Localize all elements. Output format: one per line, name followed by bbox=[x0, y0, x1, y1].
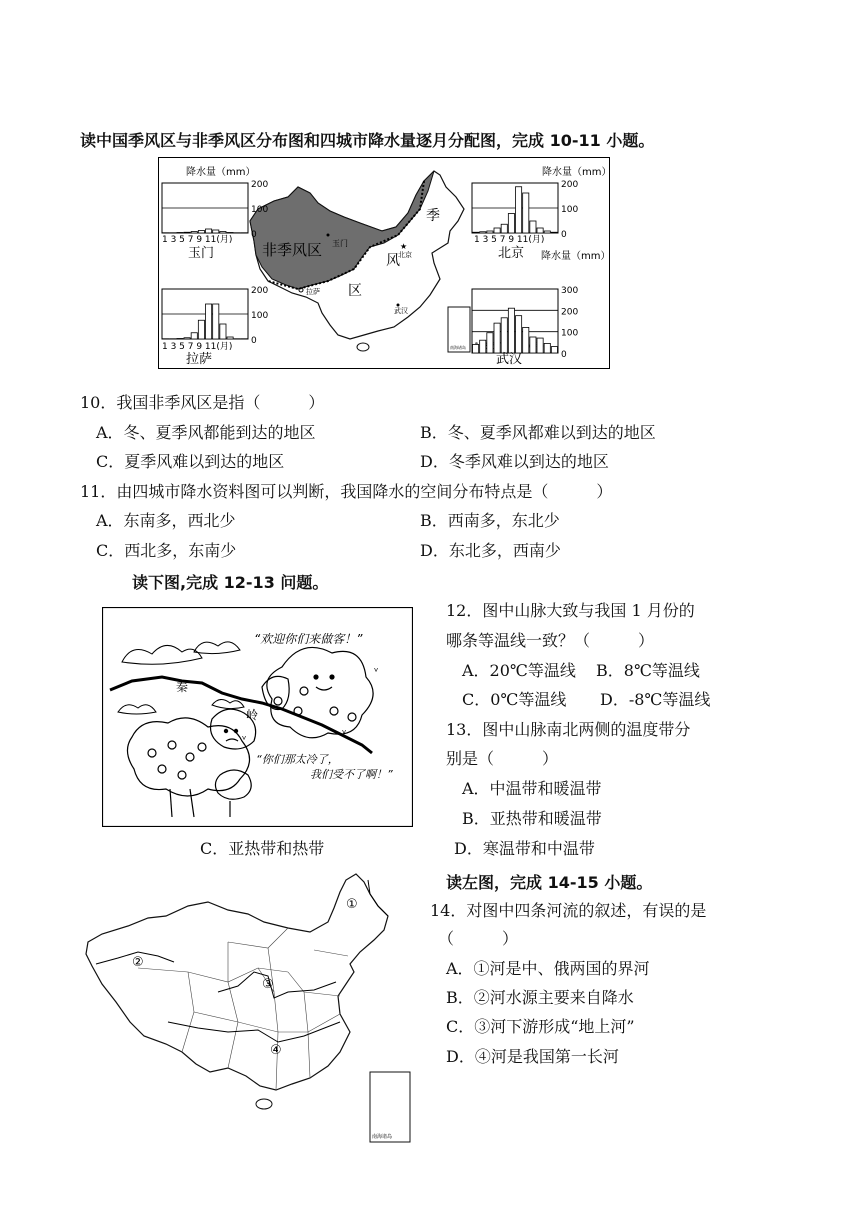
river-label-4: ④ bbox=[270, 1043, 282, 1058]
chart-bar-yumen bbox=[220, 232, 226, 234]
chart-bar-wuhan bbox=[480, 340, 486, 353]
chart-ytick-wuhan: 300 bbox=[561, 286, 579, 296]
section3-intro: 读左图，完成 14-15 小题。 bbox=[446, 873, 653, 892]
q14-stem-line1: 14．对图中四条河流的叙述，有误的是 bbox=[430, 901, 707, 920]
chart-bar-yumen bbox=[213, 230, 219, 233]
chart-bar-wuhan bbox=[487, 333, 493, 353]
section2-intro: 读下图,完成 12-13 问题。 bbox=[132, 573, 329, 592]
chart-ytick-yumen: 200 bbox=[251, 180, 269, 190]
chart-title-yumen: 玉门 bbox=[188, 246, 215, 261]
chart-ylabel-wuhan: 降水量（mm） bbox=[541, 251, 610, 262]
q11-option-b[interactable]: B．西南多，东北少 bbox=[420, 511, 560, 530]
q10-option-b[interactable]: B．冬、夏季风都难以到达的地区 bbox=[420, 423, 656, 442]
q14-option-c[interactable]: C．③河下游形成“地上河” bbox=[446, 1017, 635, 1036]
q13-option-d[interactable]: D．寒温带和中温带 bbox=[454, 839, 595, 858]
monsoon-char-2: 风 bbox=[386, 253, 400, 269]
chart-bar-wuhan bbox=[523, 327, 529, 353]
speech-cold-2: 我们受不了啊！” bbox=[310, 768, 393, 781]
chart-bar-lasa bbox=[177, 339, 183, 340]
q13-option-b[interactable]: B．亚热带和暖温带 bbox=[462, 809, 602, 828]
chart-ytick-lasa: 100 bbox=[251, 311, 269, 321]
chart-bar-wuhan bbox=[494, 323, 500, 353]
q13-stem-line2: 别是（ ） bbox=[446, 749, 559, 768]
q13-stem-line1: 13．图中山脉南北两侧的温度带分 bbox=[446, 720, 691, 739]
svg-text:ᵛ: ᵛ bbox=[374, 665, 379, 678]
q10-stem: 10．我国非季风区是指（ ） bbox=[80, 393, 325, 412]
nonmonsoon-label: 非季风区 bbox=[262, 241, 323, 259]
chart-ytick-lasa: 200 bbox=[251, 286, 269, 296]
q12-option-c[interactable]: C．0℃等温线 bbox=[462, 690, 567, 709]
river-label-1: ① bbox=[346, 897, 358, 912]
rivers-map bbox=[78, 872, 426, 1148]
label-qin: 秦 bbox=[176, 680, 189, 694]
q12-option-a[interactable]: A．20℃等温线 bbox=[462, 661, 576, 680]
chart-bar-yumen bbox=[206, 229, 212, 233]
chart-bar-beijing bbox=[473, 232, 479, 233]
speech-welcome: “欢迎你们来做客！” bbox=[254, 632, 363, 646]
chart-bar-wuhan bbox=[530, 337, 536, 353]
svg-text:ᵛ: ᵛ bbox=[242, 733, 247, 746]
chart-bar-lasa bbox=[198, 320, 204, 339]
chart-bar-lasa bbox=[191, 333, 197, 339]
chart-title-wuhan: 武汉 bbox=[496, 352, 523, 367]
q14-option-a[interactable]: A．①河是中、俄两国的界河 bbox=[446, 959, 650, 978]
chart-bar-wuhan bbox=[544, 343, 550, 353]
city-yumen: 玉门 bbox=[332, 239, 348, 248]
q10-option-d[interactable]: D．冬季风难以到达的地区 bbox=[420, 452, 609, 471]
city-beijing: 北京 bbox=[398, 251, 412, 259]
chart-bar-wuhan bbox=[501, 318, 507, 353]
chart-bar-yumen bbox=[191, 232, 197, 234]
monsoon-char-3: 区 bbox=[348, 283, 362, 299]
chart-bar-lasa bbox=[213, 304, 219, 339]
chart-ytick-yumen: 100 bbox=[251, 205, 269, 215]
chart-title-beijing: 北京 bbox=[498, 246, 525, 261]
q12-stem-line2: 哪条等温线一致？（ ） bbox=[446, 631, 655, 650]
chart-bar-lasa bbox=[184, 338, 190, 339]
chart-bar-beijing bbox=[537, 228, 543, 233]
q12-option-d[interactable]: D．-8℃等温线 bbox=[600, 690, 711, 709]
q14-option-b[interactable]: B．②河水源主要来自降水 bbox=[446, 988, 634, 1007]
chart-bar-wuhan bbox=[551, 347, 557, 353]
q11-option-a[interactable]: A．东南多，西北少 bbox=[96, 511, 236, 530]
chart-ytick-beijing: 100 bbox=[561, 205, 579, 215]
chart-bar-beijing bbox=[516, 187, 522, 233]
q11-option-c[interactable]: C．西北多，东南少 bbox=[96, 541, 237, 560]
q14-option-d[interactable]: D．④河是我国第一长河 bbox=[446, 1047, 619, 1066]
chart-bar-wuhan bbox=[537, 338, 543, 353]
chart-bar-beijing bbox=[487, 231, 493, 233]
q11-option-d[interactable]: D．东北多，西南少 bbox=[420, 541, 561, 560]
chart-bar-beijing bbox=[480, 232, 486, 233]
chart-bar-yumen bbox=[184, 232, 190, 233]
river-label-3: ③ bbox=[262, 977, 274, 992]
city-lasa: 拉萨 bbox=[306, 288, 320, 296]
chart-bar-beijing bbox=[494, 228, 500, 233]
q14-stem-line2: （ ） bbox=[438, 929, 519, 948]
inset-label: 南海诸岛 bbox=[450, 345, 466, 350]
chart-xticks-beijing: 1 3 5 7 9 11(月) bbox=[474, 235, 545, 245]
q13-option-a[interactable]: A．中温带和暖温带 bbox=[462, 779, 602, 798]
q13-option-c[interactable]: C．亚热带和热带 bbox=[200, 839, 325, 858]
chart-xticks-lasa: 1 3 5 7 9 11(月) bbox=[162, 342, 233, 352]
chart-bar-beijing bbox=[530, 221, 536, 233]
chart-ytick-wuhan: 100 bbox=[561, 328, 579, 339]
chart-ytick-wuhan: 200 bbox=[561, 307, 579, 318]
chart-xticks-yumen: 1 3 5 7 9 11(月) bbox=[162, 235, 233, 245]
chart-ytick-lasa: 0 bbox=[251, 336, 257, 346]
q10-option-a[interactable]: A．冬、夏季风都能到达的地区 bbox=[96, 423, 316, 442]
city-wuhan: 武汉 bbox=[394, 307, 408, 315]
section1-intro: 读中国季风区与非季风区分布图和四城市降水量逐月分配图，完成 10-11 小题。 bbox=[80, 131, 655, 150]
svg-text:★: ★ bbox=[400, 242, 408, 251]
chart-bar-wuhan bbox=[508, 308, 514, 353]
chart-bar-yumen bbox=[227, 233, 233, 234]
chart-bar-beijing bbox=[508, 214, 514, 234]
chart-ytick-beijing: 200 bbox=[561, 180, 579, 190]
q10-option-c[interactable]: C．夏季风难以到达的地区 bbox=[96, 452, 285, 471]
chart-ytick-beijing: 0 bbox=[561, 230, 567, 240]
q11-stem: 11．由四城市降水资料图可以判断，我国降水的空间分布特点是（ ） bbox=[80, 482, 613, 501]
monsoon-char-1: 季 bbox=[426, 208, 440, 224]
monsoon-figure bbox=[158, 157, 610, 370]
chart-bar-beijing bbox=[551, 232, 557, 233]
q12-option-b[interactable]: B．8℃等温线 bbox=[596, 661, 700, 680]
chart-bar-beijing bbox=[523, 193, 529, 233]
q12-stem-line1: 12．图中山脉大致与我国 1 月份的 bbox=[446, 601, 695, 620]
speech-cold-1: “你们那太冷了， bbox=[256, 753, 339, 766]
chart-ylabel-beijing: 降水量（mm） bbox=[542, 167, 610, 178]
chart-bar-lasa bbox=[220, 324, 226, 339]
chart-bar-yumen bbox=[177, 233, 183, 234]
chart-bar-beijing bbox=[544, 231, 550, 233]
river-label-2: ② bbox=[132, 955, 144, 970]
chart-title-lasa: 拉萨 bbox=[186, 352, 213, 367]
svg-text:ᵛ: ᵛ bbox=[342, 727, 347, 740]
chart-ylabel-yumen: 降水量（mm） bbox=[186, 167, 256, 178]
chart-ytick-yumen: 0 bbox=[251, 230, 257, 240]
chart-bar-yumen bbox=[198, 231, 204, 234]
chart-bar-wuhan bbox=[516, 316, 522, 353]
qinling-cartoon bbox=[102, 607, 413, 827]
rivers-inset-label: 南海诸岛 bbox=[372, 1134, 393, 1140]
chart-bar-lasa bbox=[206, 304, 212, 339]
chart-bar-beijing bbox=[501, 224, 507, 233]
chart-ytick-wuhan: 0 bbox=[561, 350, 567, 360]
label-ling: 岭 bbox=[246, 708, 259, 722]
chart-bar-wuhan bbox=[473, 344, 479, 353]
chart-bar-lasa bbox=[227, 337, 233, 339]
